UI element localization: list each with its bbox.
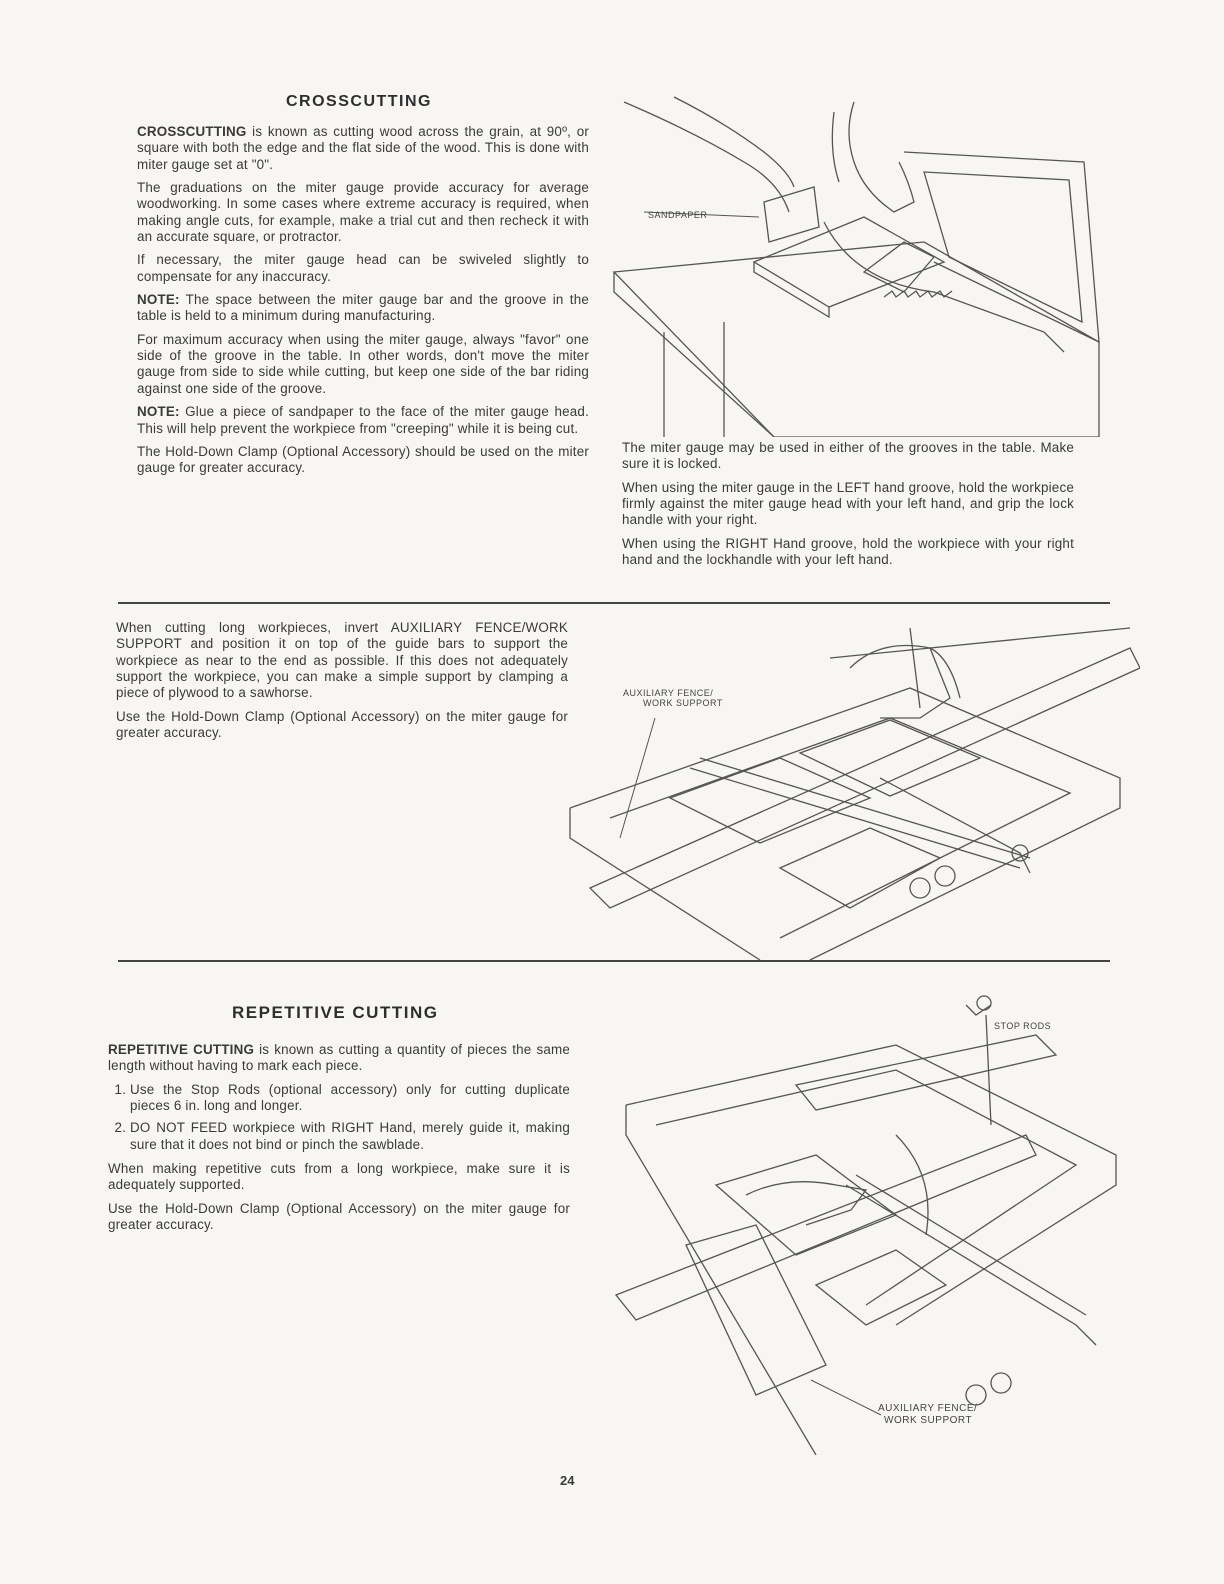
crosscutting-note-1: NOTE: The space between the miter gauge bar and the groove in the table is held to a minimum during manufacturing. (137, 292, 589, 324)
crosscutting-caption (622, 440, 1074, 575)
crosscutting-para-1: CROSSCUTTING is known as cutting wood across the grain, at 90º, or square with both the edge and the flat side of the wood. This is done with miter gauge set at "0". (137, 124, 589, 172)
repetitive-figure (596, 985, 1126, 1455)
crosscutting-para-3: If necessary, the miter gauge head can be swiveled slightly to compensate for any inaccuracy. (137, 252, 589, 284)
long-workpieces-para-1: When cutting long workpieces, invert AUXILIARY FENCE/WORK SUPPORT and position it on top of the guide bars to support the workpiece as near to the end as possible. If this does not adequately support the workpiece, you can make a simple support by clamping a piece of plywood to a sawhorse. (116, 620, 568, 701)
section-divider-1 (118, 602, 1110, 604)
miter-gauge-illustration (604, 92, 1104, 437)
crosscutting-figure (604, 92, 1104, 437)
crosscutting-heading: CROSSCUTTING (286, 93, 432, 110)
crosscutting-para-2: The graduations on the miter gauge provide accuracy for average woodworking. In some cases where extreme accuracy is required, when making angle cuts, for example, make a trial cut and then recheck it with an accurate square, or protractor. (137, 180, 589, 245)
crosscutting-text (137, 124, 589, 484)
repetitive-text (108, 1042, 570, 1240)
caption-para-3: When using the RIGHT Hand groove, hold the workpiece with your right hand and the lockhandle with your left hand. (622, 535, 1074, 568)
repetitive-step-1: 1. Use the Stop Rods (optional accessory) only for cutting duplicate pieces 6 in. long and longer. (130, 1082, 570, 1115)
aux-fence-label-1: AUXILIARY FENCE/ WORK SUPPORT (623, 688, 723, 709)
crosscutting-para-5: For maximum accuracy when using the miter gauge, always "favor" one side of the groove in the table. In other words, don't move the miter gauge from side to side while cutting, but keep one side of the bar riding against one side of the groove. (137, 331, 589, 396)
auxiliary-fence-illustration (550, 608, 1140, 960)
repetitive-para-1: When making repetitive cuts from a long workpiece, make sure it is adequately supported. (108, 1161, 570, 1193)
long-workpieces-para-2: Use the Hold-Down Clamp (Optional Accessory) on the miter gauge for greater accuracy. (116, 708, 568, 741)
crosscutting-para-7: The Hold-Down Clamp (Optional Accessory) should be used on the miter gauge for greater accuracy. (137, 443, 589, 476)
page-number: 24 (560, 1473, 575, 1488)
caption-para-1: The miter gauge may be used in either of the grooves in the table. Make sure it is locked. (622, 440, 1074, 472)
repetitive-heading: REPETITIVE CUTTING (232, 1003, 439, 1022)
sandpaper-label: SANDPAPER (648, 210, 708, 220)
section-divider-2 (118, 960, 1110, 962)
repetitive-step-2: 2. DO NOT FEED workpiece with RIGHT Hand, merely guide it, making sure that it does not bind or pinch the sawblade. (130, 1120, 570, 1153)
stop-rods-label: STOP RODS (994, 1021, 1052, 1031)
crosscutting-note-2: NOTE: Glue a piece of sandpaper to the face of the miter gauge head. This will help prevent the workpiece from "creeping" while it is being cut. (137, 404, 589, 436)
repetitive-intro: REPETITIVE CUTTING is known as cutting a quantity of pieces the same length without having to mark each piece. (108, 1042, 570, 1074)
long-workpieces-text (116, 620, 568, 748)
aux-fence-label-2: AUXILIARY FENCE/ WORK SUPPORT (878, 1403, 978, 1426)
long-workpiece-figure (550, 608, 1140, 960)
repetitive-para-2: Use the Hold-Down Clamp (Optional Accessory) on the miter gauge for greater accuracy. (108, 1200, 570, 1233)
stop-rods-illustration (596, 985, 1126, 1455)
caption-para-2: When using the miter gauge in the LEFT hand groove, hold the workpiece firmly against the miter gauge head with your left hand, and grip the lock handle with your right. (622, 479, 1074, 528)
repetitive-steps (108, 1082, 570, 1153)
